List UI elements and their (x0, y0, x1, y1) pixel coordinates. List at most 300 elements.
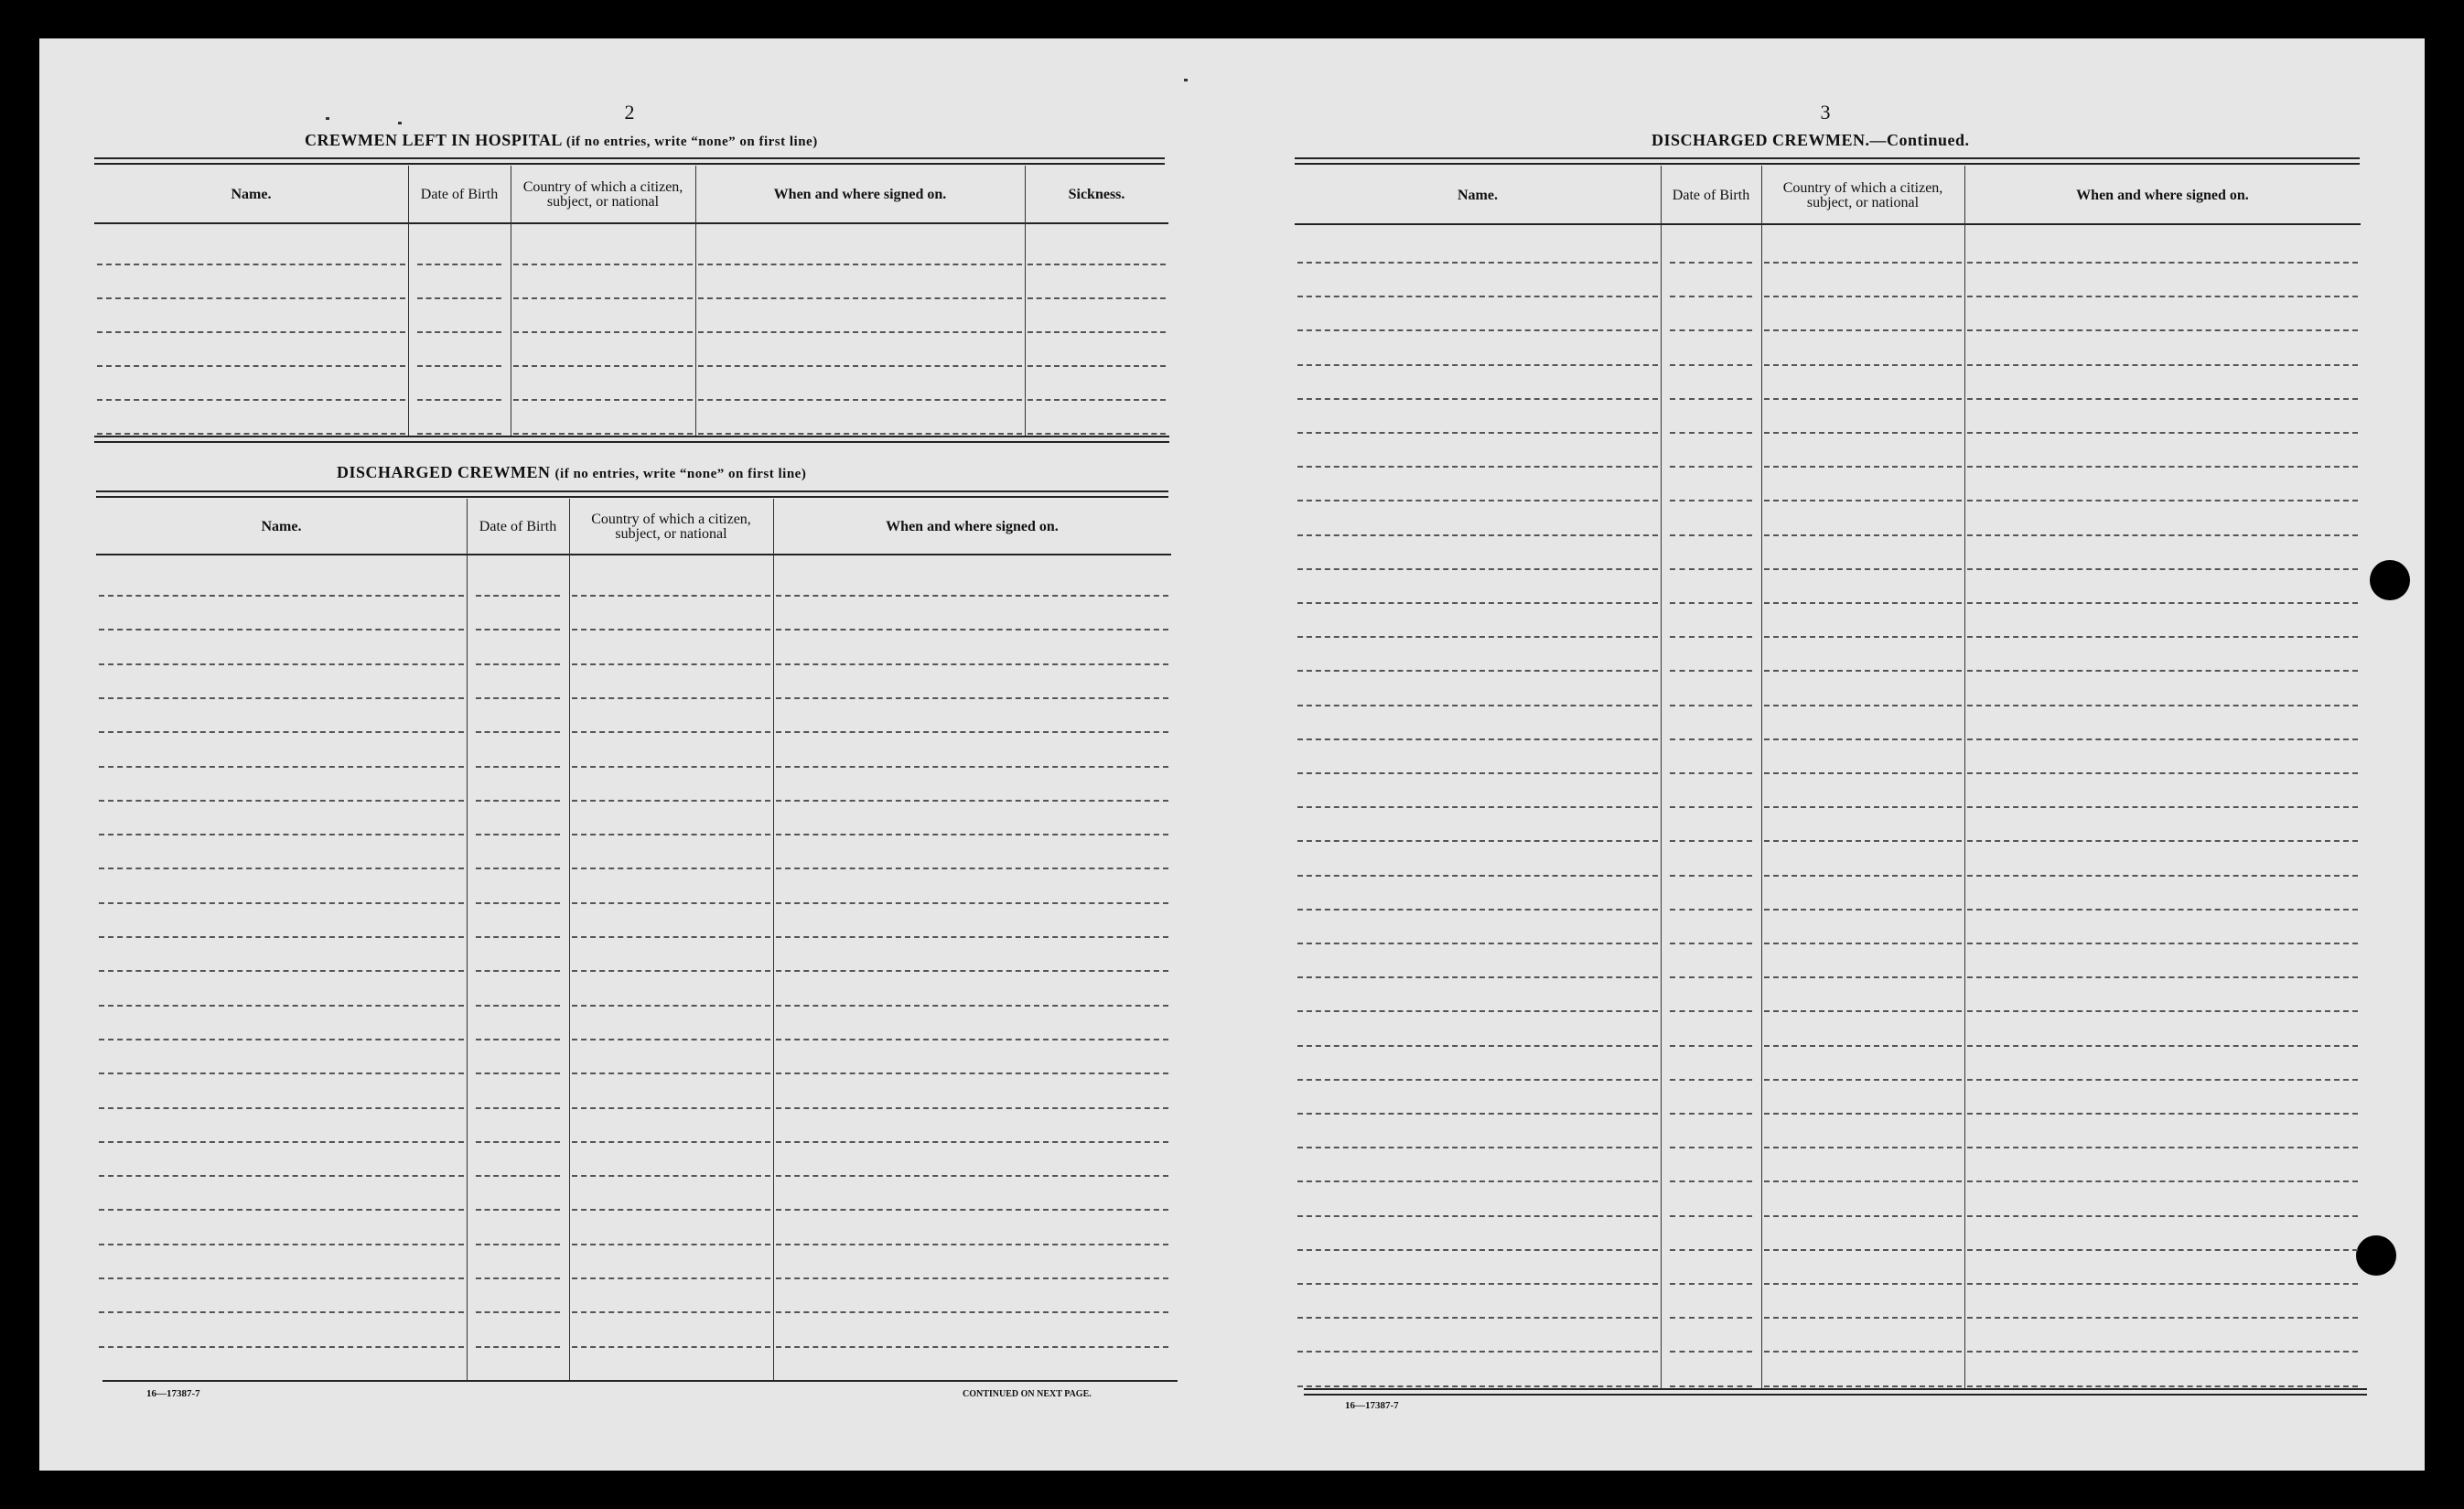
entry-line[interactable] (776, 595, 1168, 597)
entry-line[interactable] (476, 1209, 560, 1211)
column-divider (695, 166, 696, 436)
entry-line[interactable] (1967, 602, 2358, 604)
entry-line[interactable] (776, 1311, 1168, 1313)
entry-line[interactable] (1967, 364, 2358, 366)
entry-line[interactable] (476, 1277, 560, 1279)
entry-line[interactable] (776, 902, 1168, 904)
entry-line[interactable] (776, 1244, 1168, 1245)
entry-line[interactable] (776, 1277, 1168, 1279)
entry-line[interactable] (1764, 432, 1962, 434)
entry-line[interactable] (476, 1005, 560, 1007)
entry-line[interactable] (99, 1311, 464, 1313)
entry-line[interactable] (476, 1072, 560, 1074)
entry-line[interactable] (1670, 364, 1752, 366)
entry-line[interactable] (572, 1175, 770, 1177)
entry-line[interactable] (1967, 1079, 2358, 1081)
entry-line[interactable] (1764, 398, 1962, 400)
entry-line[interactable] (776, 1107, 1168, 1109)
entry-line[interactable] (513, 264, 693, 265)
entry-line[interactable] (776, 766, 1168, 768)
entry-line[interactable] (1297, 636, 1658, 638)
entry-line[interactable] (99, 800, 464, 802)
entry-line[interactable] (776, 1346, 1168, 1348)
entry-line[interactable] (1297, 705, 1658, 706)
entry-line[interactable] (698, 264, 1022, 265)
entry-line[interactable] (1967, 1215, 2358, 1217)
entry-line[interactable] (476, 1107, 560, 1109)
discharged-top-rule-2 (96, 496, 1168, 498)
entry-line[interactable] (1764, 636, 1962, 638)
entry-line[interactable] (99, 1072, 464, 1074)
entry-line[interactable] (572, 902, 770, 904)
hospital-bottom-rule-2 (94, 441, 1169, 443)
hospital-top-rule-2 (94, 163, 1165, 165)
entry-line[interactable] (1967, 772, 2358, 774)
entry-line[interactable] (1670, 1180, 1752, 1182)
entry-line[interactable] (1028, 365, 1166, 367)
entry-line[interactable] (572, 1209, 770, 1211)
entry-line[interactable] (1028, 297, 1166, 299)
entry-line[interactable] (417, 365, 501, 367)
right-top-rule (1295, 157, 2360, 159)
entry-line[interactable] (1764, 806, 1962, 808)
entry-line[interactable] (1967, 296, 2358, 297)
entry-line[interactable] (476, 1039, 560, 1040)
column-header: Country of which a citizen, subject, or national (522, 179, 683, 210)
entry-line[interactable] (513, 365, 693, 367)
entry-line[interactable] (1670, 262, 1752, 264)
entry-line[interactable] (1967, 1351, 2358, 1353)
entry-line[interactable] (776, 1141, 1168, 1143)
entry-line[interactable] (1297, 329, 1658, 331)
entry-line[interactable] (1297, 909, 1658, 911)
entry-line[interactable] (1764, 909, 1962, 911)
entry-line[interactable] (476, 800, 560, 802)
entry-line[interactable] (1297, 1113, 1658, 1115)
entry-line[interactable] (776, 970, 1168, 972)
entry-line[interactable] (99, 1175, 464, 1177)
entry-line[interactable] (1764, 943, 1962, 944)
page-number-right: 3 (1820, 101, 1831, 124)
column-header: Country of which a citizen, subject, or national (1782, 179, 1943, 210)
entry-line[interactable] (1764, 670, 1962, 672)
entry-line[interactable] (1670, 909, 1752, 911)
entry-line[interactable] (1967, 1283, 2358, 1285)
discharged-top-rule (96, 490, 1168, 492)
entry-line[interactable] (99, 1141, 464, 1143)
entry-line[interactable] (1670, 705, 1752, 706)
header-rule (94, 222, 1168, 224)
entry-line[interactable] (572, 1346, 770, 1348)
entry-line[interactable] (776, 936, 1168, 938)
entry-line[interactable] (1764, 705, 1962, 706)
entry-line[interactable] (1670, 1113, 1752, 1115)
entry-line[interactable] (1297, 500, 1658, 501)
entry-line[interactable] (1967, 466, 2358, 468)
entry-line[interactable] (776, 1209, 1168, 1211)
entry-line[interactable] (1297, 1351, 1658, 1353)
entry-line[interactable] (476, 834, 560, 835)
entry-line[interactable] (776, 1175, 1168, 1177)
entry-line[interactable] (1967, 1113, 2358, 1115)
entry-line[interactable] (1967, 534, 2358, 536)
entry-line[interactable] (1297, 670, 1658, 672)
discharged-instruction: (if no entries, write “none” on first line) (554, 467, 807, 481)
entry-line[interactable] (1764, 1079, 1962, 1081)
entry-line[interactable] (776, 663, 1168, 665)
entry-line[interactable] (698, 365, 1022, 367)
column-divider (1025, 166, 1026, 436)
entry-line[interactable] (1670, 738, 1752, 740)
entry-line[interactable] (99, 1005, 464, 1007)
entry-line[interactable] (1670, 602, 1752, 604)
column-header: When and where signed on. (773, 187, 947, 202)
entry-line[interactable] (1297, 1180, 1658, 1182)
entry-line[interactable] (1764, 772, 1962, 774)
hospital-top-rule (94, 157, 1165, 159)
entry-line[interactable] (1764, 466, 1962, 468)
entry-line[interactable] (1297, 1215, 1658, 1217)
entry-line[interactable] (1967, 1180, 2358, 1182)
entry-line[interactable] (513, 399, 693, 401)
entry-line[interactable] (1764, 1317, 1962, 1319)
entry-line[interactable] (1670, 670, 1752, 672)
entry-line[interactable] (572, 868, 770, 869)
entry-line[interactable] (1764, 262, 1962, 264)
entry-line[interactable] (1967, 1249, 2358, 1251)
entry-line[interactable] (476, 629, 560, 631)
entry-line[interactable] (572, 697, 770, 699)
column-divider (1964, 166, 1965, 1388)
entry-line[interactable] (476, 902, 560, 904)
entry-line[interactable] (1297, 262, 1658, 264)
entry-line[interactable] (1297, 602, 1658, 604)
entry-line[interactable] (1764, 1351, 1962, 1353)
entry-line[interactable] (99, 697, 464, 699)
entry-line[interactable] (698, 297, 1022, 299)
entry-line[interactable] (99, 1039, 464, 1040)
entry-line[interactable] (1670, 1045, 1752, 1047)
entry-line[interactable] (1764, 976, 1962, 978)
entry-line[interactable] (1764, 1249, 1962, 1251)
entry-line[interactable] (776, 800, 1168, 802)
column-header: When and where signed on. (886, 519, 1059, 534)
entry-line[interactable] (1297, 432, 1658, 434)
hospital-section-title (305, 131, 818, 150)
entry-line[interactable] (99, 766, 464, 768)
entry-line[interactable] (572, 1039, 770, 1040)
entry-line[interactable] (99, 936, 464, 938)
entry-line[interactable] (1764, 1283, 1962, 1285)
entry-line[interactable] (1670, 1317, 1752, 1319)
entry-line[interactable] (513, 433, 693, 435)
entry-line[interactable] (99, 868, 464, 869)
entry-line[interactable] (1670, 432, 1752, 434)
entry-line[interactable] (572, 1244, 770, 1245)
paper-speck (398, 122, 402, 124)
entry-line[interactable] (572, 629, 770, 631)
entry-line[interactable] (1764, 500, 1962, 501)
entry-line[interactable] (1297, 772, 1658, 774)
entry-line[interactable] (476, 663, 560, 665)
entry-line[interactable] (99, 663, 464, 665)
entry-line[interactable] (776, 697, 1168, 699)
entry-line[interactable] (1297, 466, 1658, 468)
entry-line[interactable] (1967, 398, 2358, 400)
footer-continued: CONTINUED ON NEXT PAGE. (963, 1389, 1092, 1399)
column-header: When and where signed on. (2076, 187, 2249, 203)
column-divider (569, 499, 570, 1380)
entry-line[interactable] (1967, 1385, 2358, 1387)
entry-line[interactable] (1967, 1045, 2358, 1047)
header-rule (96, 554, 1171, 555)
entry-line[interactable] (1028, 433, 1166, 435)
entry-line[interactable] (99, 1277, 464, 1279)
entry-line[interactable] (476, 970, 560, 972)
entry-line[interactable] (572, 834, 770, 835)
entry-line[interactable] (1967, 432, 2358, 434)
entry-line[interactable] (97, 264, 405, 265)
entry-line[interactable] (99, 1244, 464, 1245)
entry-line[interactable] (99, 629, 464, 631)
discharged-bottom-rule (102, 1380, 1178, 1382)
entry-line[interactable] (572, 1005, 770, 1007)
entry-line[interactable] (476, 731, 560, 733)
entry-line[interactable] (417, 433, 501, 435)
column-header: Name. (1458, 187, 1498, 203)
entry-line[interactable] (776, 1072, 1168, 1074)
entry-line[interactable] (1670, 976, 1752, 978)
entry-line[interactable] (1764, 602, 1962, 604)
entry-line[interactable] (1967, 262, 2358, 264)
entry-line[interactable] (1967, 1317, 2358, 1319)
entry-line[interactable] (1028, 399, 1166, 401)
entry-line[interactable] (1967, 329, 2358, 331)
entry-line[interactable] (1670, 329, 1752, 331)
entry-line[interactable] (1670, 296, 1752, 297)
entry-line[interactable] (572, 800, 770, 802)
entry-line[interactable] (97, 365, 405, 367)
entry-line[interactable] (476, 766, 560, 768)
entry-line[interactable] (476, 1346, 560, 1348)
entry-line[interactable] (1967, 738, 2358, 740)
entry-line[interactable] (1297, 398, 1658, 400)
entry-line[interactable] (99, 1209, 464, 1211)
entry-line[interactable] (1967, 705, 2358, 706)
entry-line[interactable] (1967, 943, 2358, 944)
entry-line[interactable] (1297, 943, 1658, 944)
entry-line[interactable] (1670, 1249, 1752, 1251)
page-number-left: 2 (624, 101, 635, 124)
entry-line[interactable] (698, 331, 1022, 333)
entry-line[interactable] (99, 834, 464, 835)
entry-line[interactable] (476, 1175, 560, 1177)
entry-line[interactable] (1764, 364, 1962, 366)
entry-line[interactable] (1670, 568, 1752, 570)
entry-line[interactable] (1670, 772, 1752, 774)
entry-line[interactable] (572, 970, 770, 972)
entry-line[interactable] (1670, 943, 1752, 944)
entry-line[interactable] (1764, 1045, 1962, 1047)
entry-line[interactable] (1764, 840, 1962, 842)
entry-line[interactable] (572, 1072, 770, 1074)
entry-line[interactable] (97, 331, 405, 333)
entry-line[interactable] (1297, 1249, 1658, 1251)
entry-line[interactable] (1967, 568, 2358, 570)
entry-line[interactable] (1670, 500, 1752, 501)
entry-line[interactable] (776, 1039, 1168, 1040)
entry-line[interactable] (776, 1005, 1168, 1007)
form-sheet (39, 38, 2425, 1471)
entry-line[interactable] (99, 595, 464, 597)
entry-line[interactable] (572, 1107, 770, 1109)
column-divider (467, 499, 468, 1380)
discharged-title-text: DISCHARGED CREWMEN (337, 463, 551, 481)
punch-hole (2370, 560, 2410, 600)
right-bottom-rule (1304, 1388, 2367, 1390)
entry-line[interactable] (476, 1244, 560, 1245)
entry-line[interactable] (1967, 500, 2358, 501)
entry-line[interactable] (1670, 534, 1752, 536)
entry-line[interactable] (1764, 329, 1962, 331)
entry-line[interactable] (572, 731, 770, 733)
entry-line[interactable] (1670, 1010, 1752, 1012)
entry-line[interactable] (1297, 738, 1658, 740)
entry-line[interactable] (1967, 840, 2358, 842)
entry-line[interactable] (572, 663, 770, 665)
entry-line[interactable] (1764, 568, 1962, 570)
entry-line[interactable] (1967, 909, 2358, 911)
column-divider (773, 499, 774, 1380)
entry-line[interactable] (1297, 1045, 1658, 1047)
column-header: Date of Birth (1672, 187, 1750, 203)
entry-line[interactable] (476, 1311, 560, 1313)
entry-line[interactable] (1297, 1079, 1658, 1081)
entry-line[interactable] (572, 595, 770, 597)
entry-line[interactable] (1670, 1147, 1752, 1148)
entry-line[interactable] (1670, 1215, 1752, 1217)
entry-line[interactable] (1297, 1317, 1658, 1319)
entry-line[interactable] (1670, 840, 1752, 842)
entry-line[interactable] (572, 1311, 770, 1313)
column-divider (1661, 166, 1662, 1388)
entry-line[interactable] (1297, 1385, 1658, 1387)
entry-line[interactable] (1297, 364, 1658, 366)
entry-line[interactable] (1670, 875, 1752, 877)
entry-line[interactable] (1764, 534, 1962, 536)
entry-line[interactable] (1967, 976, 2358, 978)
entry-line[interactable] (1670, 466, 1752, 468)
hospital-title-text: CREWMEN LEFT IN HOSPITAL (305, 131, 562, 149)
entry-line[interactable] (1297, 1283, 1658, 1285)
entry-line[interactable] (1764, 1215, 1962, 1217)
entry-line[interactable] (513, 297, 693, 299)
entry-line[interactable] (99, 1346, 464, 1348)
entry-line[interactable] (1297, 568, 1658, 570)
entry-line[interactable] (1764, 875, 1962, 877)
entry-line[interactable] (513, 331, 693, 333)
entry-line[interactable] (1297, 296, 1658, 297)
entry-line[interactable] (1670, 806, 1752, 808)
entry-line[interactable] (1764, 1010, 1962, 1012)
entry-line[interactable] (417, 264, 501, 265)
entry-line[interactable] (99, 970, 464, 972)
entry-line[interactable] (1028, 264, 1166, 265)
header-rule (1295, 223, 2361, 225)
entry-line[interactable] (572, 1277, 770, 1279)
entry-line[interactable] (1764, 738, 1962, 740)
entry-line[interactable] (417, 297, 501, 299)
entry-line[interactable] (99, 1107, 464, 1109)
entry-line[interactable] (1297, 1010, 1658, 1012)
entry-line[interactable] (1967, 636, 2358, 638)
entry-line[interactable] (776, 731, 1168, 733)
entry-line[interactable] (572, 766, 770, 768)
entry-line[interactable] (1967, 670, 2358, 672)
entry-line[interactable] (572, 936, 770, 938)
entry-line[interactable] (99, 731, 464, 733)
entry-line[interactable] (1764, 1147, 1962, 1148)
entry-line[interactable] (1670, 1079, 1752, 1081)
entry-line[interactable] (1297, 534, 1658, 536)
entry-line[interactable] (1764, 1113, 1962, 1115)
entry-line[interactable] (476, 868, 560, 869)
entry-line[interactable] (476, 936, 560, 938)
right-top-rule-2 (1295, 163, 2360, 165)
entry-line[interactable] (1297, 976, 1658, 978)
column-divider (1761, 166, 1762, 1388)
entry-line[interactable] (698, 399, 1022, 401)
entry-line[interactable] (1967, 1147, 2358, 1148)
entry-line[interactable] (1670, 398, 1752, 400)
entry-line[interactable] (1967, 806, 2358, 808)
hospital-instruction: (if no entries, write “none” on first line) (565, 135, 818, 149)
entry-line[interactable] (1297, 806, 1658, 808)
entry-line[interactable] (776, 629, 1168, 631)
entry-line[interactable] (97, 433, 405, 435)
entry-line[interactable] (698, 433, 1022, 435)
entry-line[interactable] (1764, 1180, 1962, 1182)
entry-line[interactable] (776, 834, 1168, 835)
column-header: Date of Birth (479, 519, 557, 534)
entry-line[interactable] (1764, 296, 1962, 297)
entry-line[interactable] (97, 399, 405, 401)
entry-line[interactable] (1028, 331, 1166, 333)
entry-line[interactable] (776, 868, 1168, 869)
entry-line[interactable] (1297, 875, 1658, 877)
entry-line[interactable] (99, 902, 464, 904)
footer-form-code-right: 16—17387-7 (1345, 1400, 1399, 1411)
entry-line[interactable] (1297, 1147, 1658, 1148)
entry-line[interactable] (1967, 875, 2358, 877)
entry-line[interactable] (1764, 1385, 1962, 1387)
entry-line[interactable] (1670, 1385, 1752, 1387)
entry-line[interactable] (1297, 840, 1658, 842)
entry-line[interactable] (476, 1141, 560, 1143)
entry-line[interactable] (417, 399, 501, 401)
entry-line[interactable] (1670, 1351, 1752, 1353)
discharged-section-title (337, 463, 806, 482)
entry-line[interactable] (572, 1141, 770, 1143)
entry-line[interactable] (1670, 636, 1752, 638)
footer-form-code-left: 16—17387-7 (146, 1388, 200, 1399)
entry-line[interactable] (1967, 1010, 2358, 1012)
entry-line[interactable] (1670, 1283, 1752, 1285)
entry-line[interactable] (476, 595, 560, 597)
entry-line[interactable] (97, 297, 405, 299)
entry-line[interactable] (417, 331, 501, 333)
entry-line[interactable] (476, 697, 560, 699)
